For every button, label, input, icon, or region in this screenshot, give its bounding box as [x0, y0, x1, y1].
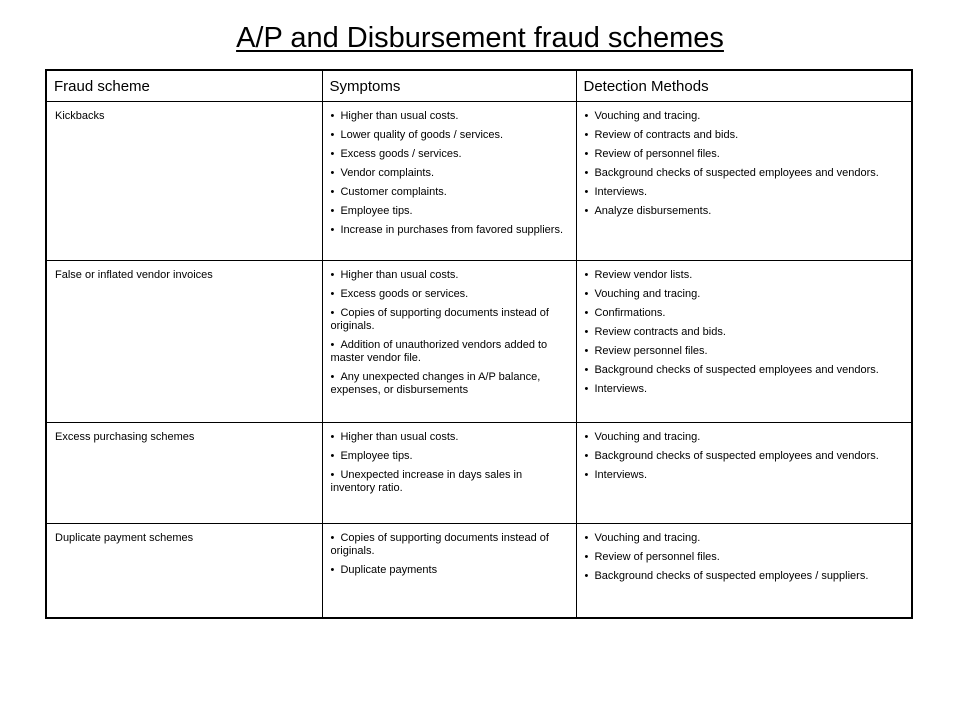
table-row	[46, 524, 912, 619]
detection-list	[585, 110, 905, 218]
symptom-item: • Vendor complaints.	[331, 167, 569, 180]
symptom-item: • Copies of supporting documents instead of originals.	[331, 532, 569, 558]
detection-item: • Review of contracts and bids.	[585, 129, 905, 142]
symptoms-cell	[322, 102, 576, 261]
detection-cell	[576, 261, 912, 423]
symptom-item: • Excess goods / services.	[331, 148, 569, 161]
header-symptoms: Symptoms	[322, 70, 576, 102]
detection-item: • Background checks of suspected employees and vendors.	[585, 364, 905, 377]
header-row	[46, 70, 912, 102]
detection-item: • Confirmations.	[585, 307, 905, 320]
symptom-item: • Addition of unauthorized vendors added to master vendor file.	[331, 339, 569, 365]
detection-list	[585, 532, 905, 583]
detection-cell	[576, 524, 912, 619]
symptom-item: • Copies of supporting documents instead of originals.	[331, 307, 569, 333]
scheme-cell: Excess purchasing schemes	[46, 423, 322, 524]
symptoms-cell	[322, 423, 576, 524]
table-row	[46, 102, 912, 261]
detection-cell	[576, 102, 912, 261]
detection-item: • Vouching and tracing.	[585, 288, 905, 301]
detection-list	[585, 269, 905, 396]
symptom-item: • Duplicate payments	[331, 564, 569, 577]
symptoms-list	[331, 532, 569, 577]
detection-item: • Background checks of suspected employees and vendors.	[585, 450, 905, 463]
header-detection-methods: Detection Methods	[576, 70, 912, 102]
scheme-cell: Duplicate payment schemes	[46, 524, 322, 619]
symptom-item: • Employee tips.	[331, 450, 569, 463]
scheme-cell: Kickbacks	[46, 102, 322, 261]
symptom-item: • Unexpected increase in days sales in inventory ratio.	[331, 469, 569, 495]
detection-item: • Interviews.	[585, 383, 905, 396]
detection-item: • Analyze disbursements.	[585, 205, 905, 218]
symptoms-cell	[322, 261, 576, 423]
detection-item: • Background checks of suspected employees / suppliers.	[585, 570, 905, 583]
symptoms-cell	[322, 524, 576, 619]
fraud-schemes-table	[45, 69, 913, 619]
detection-cell	[576, 423, 912, 524]
detection-item: • Vouching and tracing.	[585, 431, 905, 444]
detection-item: • Interviews.	[585, 469, 905, 482]
detection-item: • Vouching and tracing.	[585, 110, 905, 123]
symptom-item: • Any unexpected changes in A/P balance, expenses, or disbursements	[331, 371, 569, 397]
detection-list	[585, 431, 905, 482]
detection-item: • Interviews.	[585, 186, 905, 199]
symptom-item: • Employee tips.	[331, 205, 569, 218]
detection-item: • Review of personnel files.	[585, 551, 905, 564]
detection-item: • Review personnel files.	[585, 345, 905, 358]
symptom-item: • Higher than usual costs.	[331, 269, 569, 282]
page-title: A/P and Disbursement fraud schemes	[236, 22, 724, 54]
symptoms-list	[331, 431, 569, 495]
header-fraud-scheme: Fraud scheme	[46, 70, 322, 102]
table-row	[46, 261, 912, 423]
symptoms-list	[331, 269, 569, 397]
symptom-item: • Higher than usual costs.	[331, 431, 569, 444]
table-row	[46, 423, 912, 524]
symptom-item: • Higher than usual costs.	[331, 110, 569, 123]
symptom-item: • Excess goods or services.	[331, 288, 569, 301]
detection-item: • Vouching and tracing.	[585, 532, 905, 545]
symptoms-list	[331, 110, 569, 237]
symptom-item: • Lower quality of goods / services.	[331, 129, 569, 142]
detection-item: • Background checks of suspected employees and vendors.	[585, 167, 905, 180]
symptom-item: • Customer complaints.	[331, 186, 569, 199]
detection-item: • Review contracts and bids.	[585, 326, 905, 339]
detection-item: • Review vendor lists.	[585, 269, 905, 282]
scheme-cell: False or inflated vendor invoices	[46, 261, 322, 423]
symptom-item: • Increase in purchases from favored suppliers.	[331, 224, 569, 237]
detection-item: • Review of personnel files.	[585, 148, 905, 161]
